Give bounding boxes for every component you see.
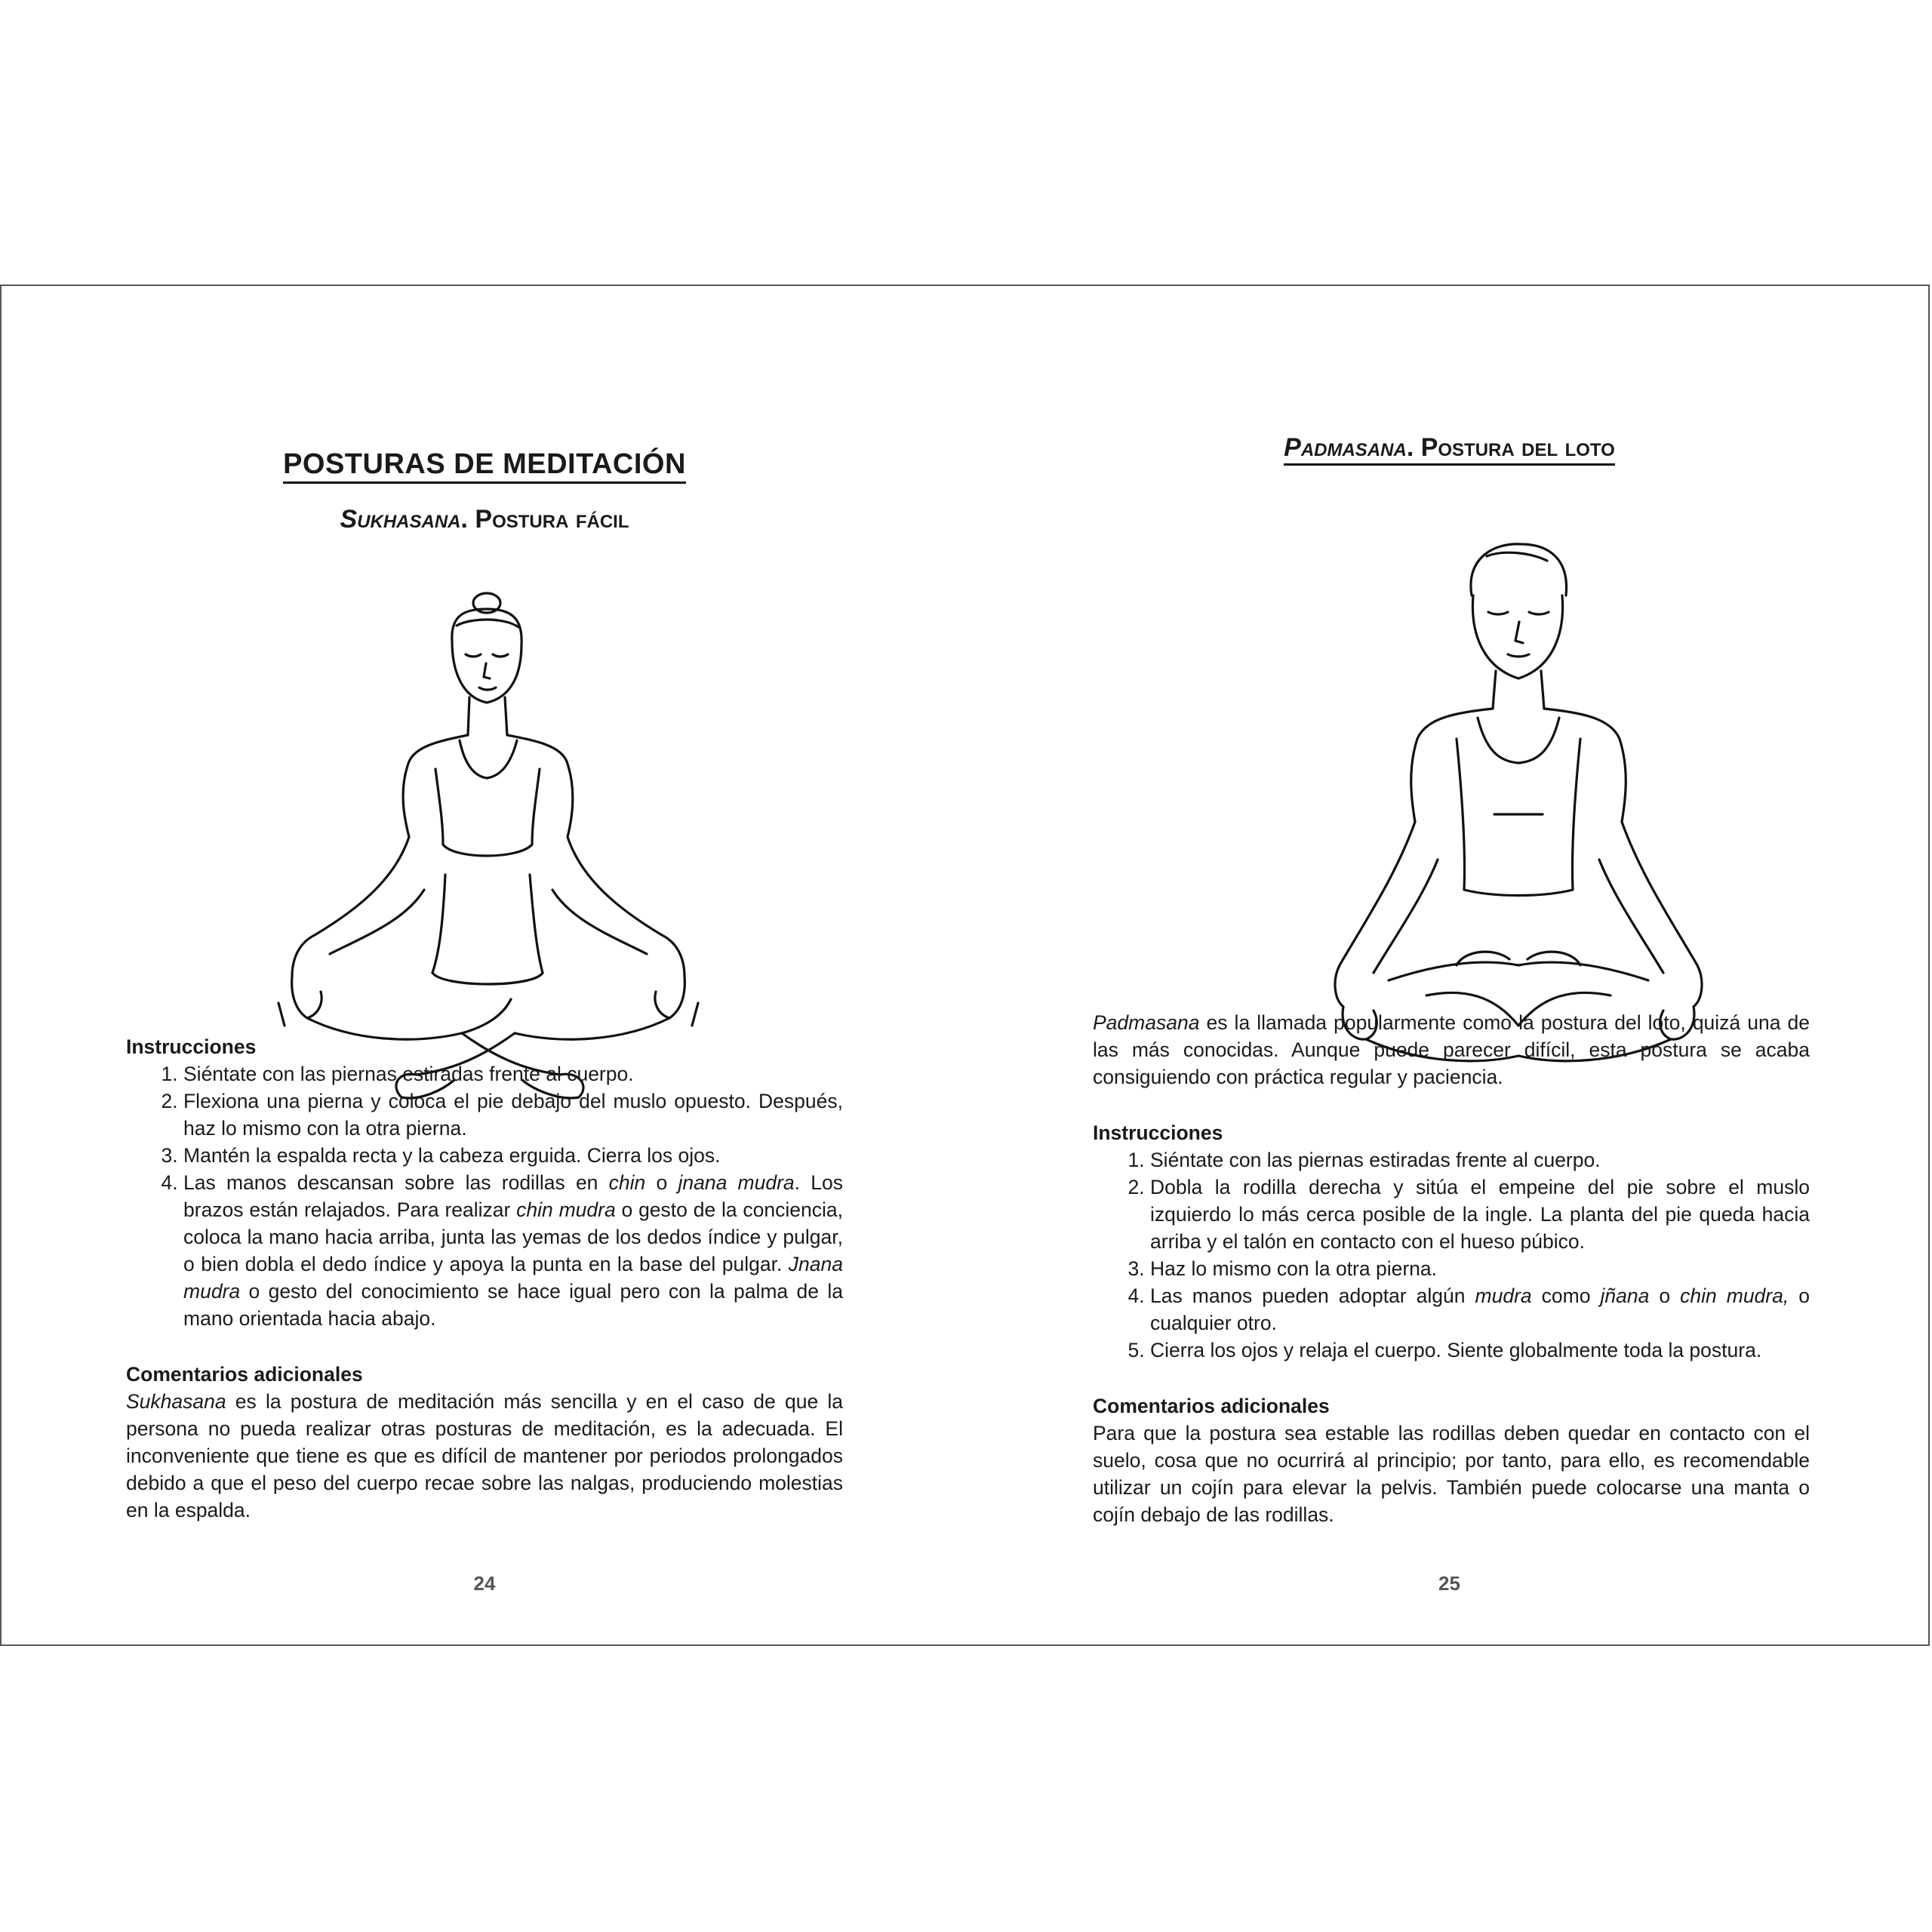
book-spread: [0, 285, 1930, 1646]
left-body-text: [126, 1033, 843, 1524]
comments-heading: Comentarios adicionales: [126, 1363, 363, 1386]
list-item: 4. Las manos descansan sobre las rodillas en chin o jnana mudra. Los brazos están relajados. Para realizar chin mudra o gesto de la conciencia, coloca la mano hacia arriba, junta las yemas de los dedos índice y pulgar, o bien dobla el dedo índice y apoya la punta en la base del pulgar. Jnana mudra o gesto del conocimiento se hace igual pero con la palma de la mano orientada hacia abajo.: [183, 1169, 843, 1332]
comments-heading: Comentarios adicionales: [1093, 1395, 1330, 1417]
instructions-heading: Instrucciones: [126, 1035, 257, 1058]
intro-paragraph: Padmasana es la llamada popularmente como la postura del loto, quizá una de las más conocidas. Aunque puede parecer difícil, esta postura se acaba consiguiendo con práctica regular y paciencia.: [1093, 1011, 1810, 1088]
comments-paragraph: Sukhasana es la postura de meditación más sencilla y en el caso de que la persona no pueda realizar otras posturas de meditación, es la adecuada. El inconveniente que tiene es que es difícil de mantener por periodos prolongados debido a que el peso del cuerpo recae sobre las nalgas, produciendo molestias en la espalda.: [126, 1390, 843, 1521]
list-item: 3. Mantén la espalda recta y la cabeza erguida. Cierra los ojos.: [183, 1142, 843, 1169]
right-page: [968, 286, 1931, 1644]
list-item: 3. Haz lo mismo con la otra pierna.: [1150, 1255, 1810, 1282]
list-item: 2. Dobla la rodilla derecha y sitúa el empeine del pie sobre el muslo izquierdo lo más cerca posible de la ingle. La planta del pie queda hacia arriba y el talón en contacto con el hueso púbico.: [1150, 1174, 1810, 1255]
instructions-list: [1093, 1146, 1810, 1364]
list-item: 2. Flexiona una pierna y coloca el pie debajo del muslo opuesto. Después, haz lo mismo con la otra pierna.: [183, 1088, 843, 1142]
page-number: 24: [473, 1572, 496, 1595]
page-number: 25: [1438, 1572, 1460, 1595]
left-page: [2, 286, 968, 1644]
instructions-list: [126, 1060, 843, 1332]
list-item: 1. Siéntate con las piernas estiradas frente al cuerpo.: [183, 1060, 843, 1088]
list-item: 5. Cierra los ojos y relaja el cuerpo. Siente globalmente toda la postura.: [1150, 1337, 1810, 1364]
instructions-heading: Instrucciones: [1093, 1121, 1223, 1144]
section-title-padmasana: Padmasana. Postura del loto: [968, 433, 1931, 463]
list-item: 4. Las manos pueden adoptar algún mudra como jñana o chin mudra, o cualquier otro.: [1150, 1282, 1810, 1337]
comments-paragraph: Para que la postura sea estable las rodillas deben quedar en contacto con el suelo, cosa que no ocurrirá al principio; por tanto, para ello, es recomendable utilizar un cojín para elevar la pelvis. También puede colocarse una manta o cojín debajo de las rodillas.: [1093, 1422, 1810, 1526]
right-body-text: [1093, 1009, 1810, 1528]
list-item: 1. Siéntate con las piernas estiradas frente al cuerpo.: [1150, 1146, 1810, 1174]
page-title: POSTURAS DE MEDITACIÓN: [2, 448, 968, 481]
section-title-sukhasana: Sukhasana. Postura fácil: [340, 505, 629, 534]
